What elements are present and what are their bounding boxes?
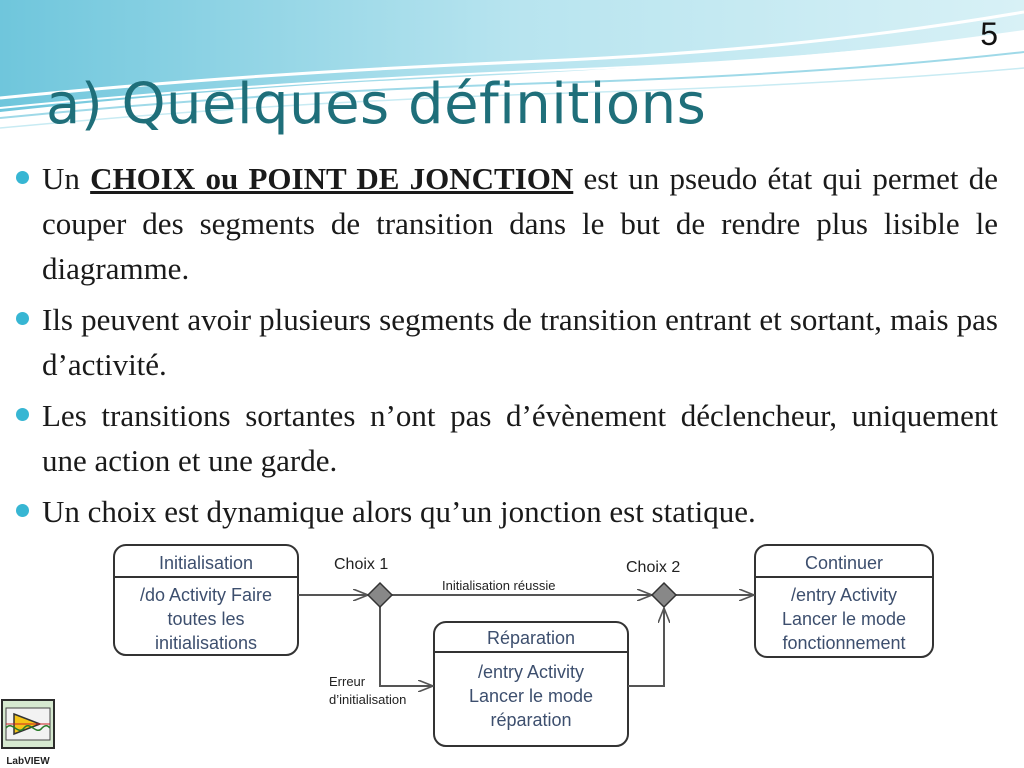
- bullet-text: Ils peuvent avoir plusieurs segments de transition entrant et sortant, mais pas d’activité.: [42, 302, 998, 382]
- state-activity-line: Lancer le mode: [781, 609, 907, 629]
- state-diagram: [100, 540, 950, 755]
- choice-label: Choix 2: [626, 559, 681, 576]
- state-activity-line: toutes les: [167, 609, 245, 629]
- state-name: Continuer: [804, 553, 884, 573]
- state-activity-line: initialisations: [154, 633, 258, 653]
- bullet-text: Un choix est dynamique alors qu’un jonction est statique.: [42, 494, 756, 529]
- bullet-icon: [16, 312, 29, 325]
- transition-label: d’initialisation: [329, 692, 407, 707]
- state-activity-line: réparation: [490, 710, 572, 730]
- state-name: Réparation: [486, 628, 576, 648]
- bullet-icon: [16, 504, 29, 517]
- labview-logo: [0, 698, 56, 768]
- bullet-text-suffix: est un pseudo état qui permet de couper des segments de transition dans le but de rendre plus lisible le diagramme.: [42, 161, 998, 286]
- choice-label: Choix 1: [334, 556, 389, 573]
- state-activity-line: /entry Activity: [477, 662, 585, 682]
- transition-label: Erreur: [329, 674, 366, 689]
- list-item: [14, 489, 998, 534]
- transition-label: Initialisation réussie: [442, 578, 556, 593]
- list-item: [14, 393, 998, 483]
- state-activity-line: /entry Activity: [790, 585, 898, 605]
- logo-text: LabVIEW: [6, 756, 50, 767]
- state-activity-line: Lancer le mode: [468, 686, 594, 706]
- state-continuer: [755, 545, 933, 657]
- transition-arrow: [628, 608, 664, 686]
- transition-arrow: [380, 607, 433, 686]
- state-initialisation: [114, 545, 298, 655]
- state-activity-line: fonctionnement: [782, 633, 906, 653]
- bullet-list: [14, 156, 998, 540]
- list-item: [14, 297, 998, 387]
- choice-diamond-icon: [652, 583, 676, 607]
- state-activity-line: /do Activity Faire: [139, 585, 273, 605]
- state-reparation: [434, 622, 628, 746]
- bullet-icon: [16, 171, 29, 184]
- slide-number: 5: [980, 16, 998, 52]
- state-name: Initialisation: [158, 553, 254, 573]
- defined-term: CHOIX ou POINT DE JONCTION: [90, 161, 574, 196]
- bullet-text-prefix: Un: [42, 161, 91, 196]
- bullet-text: Les transitions sortantes n’ont pas d’évènement déclencheur, uniquement une action et une garde.: [42, 398, 998, 478]
- bullet-icon: [16, 408, 29, 421]
- page-title: a) Quelques définitions: [46, 72, 707, 137]
- list-item: [14, 156, 998, 291]
- choice-diamond-icon: [368, 583, 392, 607]
